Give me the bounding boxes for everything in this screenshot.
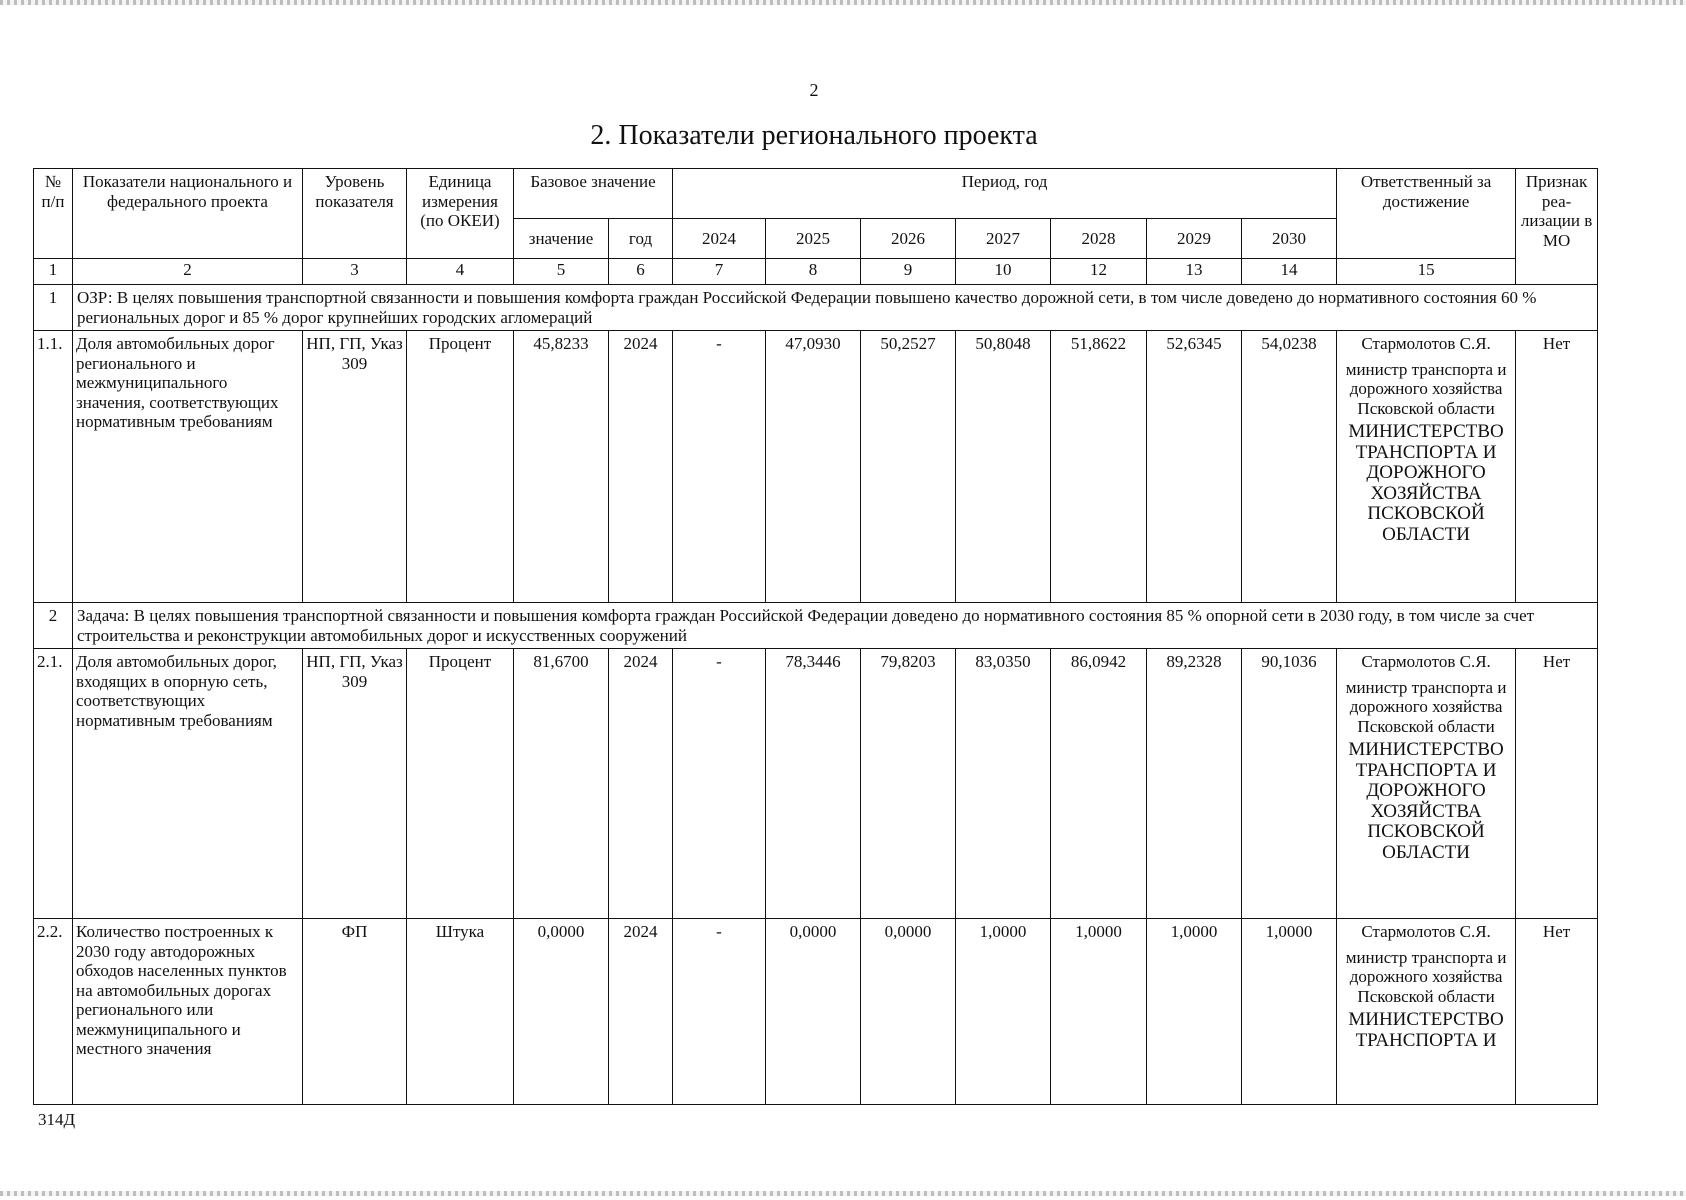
row-value-2025: 0,0000	[766, 919, 861, 1105]
column-number: 8	[766, 259, 861, 285]
table-row	[34, 331, 1598, 603]
row-mo-sign: Нет	[1516, 331, 1598, 603]
row-responsible	[1337, 919, 1516, 1105]
row-mo-sign: Нет	[1516, 919, 1598, 1105]
header-year-2026: 2026	[861, 219, 956, 259]
row-num: 2.1.	[34, 649, 73, 919]
header-year-2025: 2025	[766, 219, 861, 259]
indicators-table	[33, 168, 1598, 1105]
header-year-2030: 2030	[1242, 219, 1337, 259]
column-number: 6	[609, 259, 673, 285]
row-base-value: 81,6700	[514, 649, 609, 919]
row-indicator: Количество построенных к 2030 году автодорожных обходов населенных пунктов на автомобильных дорогах регионального или межмуниципального и местного значения	[73, 919, 303, 1105]
row-value-2028: 86,0942	[1051, 649, 1147, 919]
row-level: ФП	[303, 919, 407, 1105]
row-level: НП, ГП, Указ 309	[303, 649, 407, 919]
row-responsible	[1337, 649, 1516, 919]
header-level: Уровень показателя	[303, 169, 407, 259]
section-row	[34, 285, 1598, 331]
row-value-2028: 1,0000	[1051, 919, 1147, 1105]
header-year-2027: 2027	[956, 219, 1051, 259]
header-num: № п/п	[34, 169, 73, 259]
responsible-title: министр транспорта и дорожного хозяйства Псковской области	[1345, 359, 1507, 418]
column-number: 3	[303, 259, 407, 285]
page-title: 2. Показатели регионального проекта	[590, 120, 1038, 151]
row-value-2030: 1,0000	[1242, 919, 1337, 1105]
row-num: 1.1.	[34, 331, 73, 603]
row-unit: Процент	[407, 331, 514, 603]
row-value-2030: 54,0238	[1242, 331, 1337, 603]
row-indicator: Доля автомобильных дорог, входящих в опорную сеть, соответствующих нормативным требованиям	[73, 649, 303, 919]
section-num: 1	[34, 285, 73, 331]
row-responsible	[1337, 331, 1516, 603]
row-base-year: 2024	[609, 919, 673, 1105]
column-number: 1	[34, 259, 73, 285]
row-value-2028: 51,8622	[1051, 331, 1147, 603]
indicators-table-wrap	[33, 168, 1597, 1105]
column-number: 4	[407, 259, 514, 285]
responsible-name: Стармолотов С.Я.	[1361, 334, 1491, 354]
header-base-value: значение	[514, 219, 609, 259]
row-value-2029: 89,2328	[1147, 649, 1242, 919]
column-number: 15	[1337, 259, 1516, 285]
header-period: Период, год	[673, 169, 1337, 219]
section-num: 2	[34, 603, 73, 649]
header-year-2029: 2029	[1147, 219, 1242, 259]
column-number: 7	[673, 259, 766, 285]
responsible-org: МИНИСТЕРСТВО ТРАНСПОРТА И	[1348, 1009, 1504, 1051]
row-value-2030: 90,1036	[1242, 649, 1337, 919]
column-number: 2	[73, 259, 303, 285]
scan-edge-bottom	[0, 1191, 1686, 1196]
header-base: Базовое значение	[514, 169, 673, 219]
row-value-2024: -	[673, 919, 766, 1105]
column-number: 14	[1242, 259, 1337, 285]
responsible-title: министр транспорта и дорожного хозяйства Псковской области	[1345, 947, 1507, 1006]
header-unit: Единица измерения (по ОКЕИ)	[407, 169, 514, 259]
row-mo-sign: Нет	[1516, 649, 1598, 919]
row-value-2029: 1,0000	[1147, 919, 1242, 1105]
header-base-year: год	[609, 219, 673, 259]
header-indicator: Показатели национального и федерального проекта	[73, 169, 303, 259]
row-value-2026: 79,8203	[861, 649, 956, 919]
section-text: Задача: В целях повышения транспортной связанности и повышения комфорта граждан Российской Федерации доведено до нормативного состояния 85 % опорной сети в 2030 году, в том числе за счет строительства и реконструкции автомобильных дорог и искусственных сооружений	[73, 603, 1598, 649]
row-value-2025: 78,3446	[766, 649, 861, 919]
responsible-title: министр транспорта и дорожного хозяйства Псковской области	[1345, 677, 1507, 736]
row-level: НП, ГП, Указ 309	[303, 331, 407, 603]
row-unit: Штука	[407, 919, 514, 1105]
column-numbers-row	[34, 259, 1598, 285]
responsible-org: МИНИСТЕРСТВО ТРАНСПОРТА И ДОРОЖНОГО ХОЗЯЙСТВА ПСКОВСКОЙ ОБЛАСТИ	[1348, 421, 1504, 545]
row-base-value: 45,8233	[514, 331, 609, 603]
header-responsible: Ответственный за достижение	[1337, 169, 1516, 259]
column-number: 5	[514, 259, 609, 285]
column-number: 13	[1147, 259, 1242, 285]
column-number: 10	[956, 259, 1051, 285]
header-mo-sign: Признак реа-лизации в МО	[1516, 169, 1598, 285]
section-row	[34, 603, 1598, 649]
row-base-year: 2024	[609, 331, 673, 603]
responsible-org: МИНИСТЕРСТВО ТРАНСПОРТА И ДОРОЖНОГО ХОЗЯЙСТВА ПСКОВСКОЙ ОБЛАСТИ	[1348, 739, 1504, 863]
table-row	[34, 919, 1598, 1105]
row-indicator: Доля автомобильных дорог регионального и межмуниципального значения, соответствующих нормативным требованиям	[73, 331, 303, 603]
row-value-2027: 50,8048	[956, 331, 1051, 603]
row-value-2026: 50,2527	[861, 331, 956, 603]
row-value-2024: -	[673, 331, 766, 603]
row-value-2025: 47,0930	[766, 331, 861, 603]
section-text: ОЗР: В целях повышения транспортной связанности и повышения комфорта граждан Российской Федерации повышено качество дорожной сети, в том числе доведено до нормативного состояния 60 % региональных дорог и 85 % дорог крупнейших городских агломераций	[73, 285, 1598, 331]
row-num: 2.2.	[34, 919, 73, 1105]
footer-code: 314Д	[38, 1110, 76, 1129]
row-base-value: 0,0000	[514, 919, 609, 1105]
row-value-2027: 1,0000	[956, 919, 1051, 1105]
row-value-2026: 0,0000	[861, 919, 956, 1105]
table-row	[34, 649, 1598, 919]
header-year-2028: 2028	[1051, 219, 1147, 259]
column-number: 12	[1051, 259, 1147, 285]
scan-edge-top	[0, 0, 1686, 5]
row-value-2029: 52,6345	[1147, 331, 1242, 603]
row-base-year: 2024	[609, 649, 673, 919]
responsible-name: Стармолотов С.Я.	[1361, 652, 1491, 672]
page-number: 2	[809, 80, 819, 100]
header-year-2024: 2024	[673, 219, 766, 259]
row-value-2027: 83,0350	[956, 649, 1051, 919]
column-number: 9	[861, 259, 956, 285]
responsible-name: Стармолотов С.Я.	[1361, 922, 1491, 942]
row-unit: Процент	[407, 649, 514, 919]
row-value-2024: -	[673, 649, 766, 919]
